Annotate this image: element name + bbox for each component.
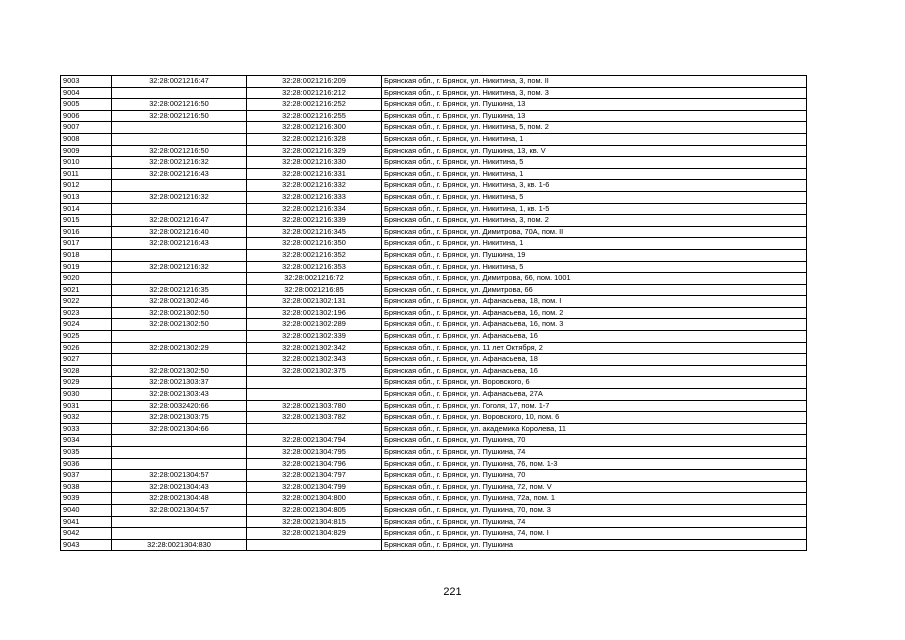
cadastral-number-1-cell: 32:28:0021303:43	[112, 389, 247, 401]
table-row	[61, 191, 807, 203]
cadastral-number-1-cell: 32:28:0021216:47	[112, 215, 247, 227]
address-cell: Брянская обл., г. Брянск, ул. Никитина, 3, пом. II	[382, 76, 807, 88]
address-cell: Брянская обл., г. Брянск, ул. академика Королева, 11	[382, 423, 807, 435]
table-row	[61, 238, 807, 250]
row-number-cell: 9024	[61, 319, 112, 331]
cadastral-number-2-cell: 32:28:0021304:796	[247, 458, 382, 470]
cadastral-number-1-cell: 32:28:0021304:48	[112, 493, 247, 505]
cadastral-number-2-cell: 32:28:0021216:329	[247, 145, 382, 157]
row-number-cell: 9013	[61, 191, 112, 203]
cadastral-number-1-cell: 32:28:0021216:50	[112, 110, 247, 122]
cadastral-number-1-cell	[112, 447, 247, 459]
row-number-cell: 9042	[61, 528, 112, 540]
table-row	[61, 157, 807, 169]
cadastral-number-1-cell: 32:28:0021304:57	[112, 470, 247, 482]
address-cell: Брянская обл., г. Брянск, ул. Никитина, 1	[382, 238, 807, 250]
cadastral-number-1-cell	[112, 435, 247, 447]
row-number-cell: 9028	[61, 365, 112, 377]
row-number-cell: 9031	[61, 400, 112, 412]
address-cell: Брянская обл., г. Брянск, ул. Никитина, 5	[382, 261, 807, 273]
row-number-cell: 9020	[61, 273, 112, 285]
row-number-cell: 9009	[61, 145, 112, 157]
address-cell: Брянская обл., г. Брянск, ул. Пушкина, 70	[382, 435, 807, 447]
cadastral-number-2-cell: 32:28:0021302:375	[247, 365, 382, 377]
cadastral-number-2-cell: 32:28:0021216:334	[247, 203, 382, 215]
address-cell: Брянская обл., г. Брянск, ул. Димитрова, 66, пом. 1001	[382, 273, 807, 285]
table-row	[61, 516, 807, 528]
address-cell: Брянская обл., г. Брянск, ул. Никитина, 3, кв. 1-6	[382, 180, 807, 192]
cadastral-number-2-cell: 32:28:0021304:794	[247, 435, 382, 447]
address-cell: Брянская обл., г. Брянск, ул. Пушкина, 70	[382, 470, 807, 482]
cadastral-number-1-cell: 32:28:0021216:32	[112, 191, 247, 203]
address-cell: Брянская обл., г. Брянск, ул. Димитрова, 66	[382, 284, 807, 296]
cadastral-number-2-cell	[247, 389, 382, 401]
table-row	[61, 504, 807, 516]
address-cell: Брянская обл., г. Брянск, ул. Афанасьева, 16	[382, 331, 807, 343]
row-number-cell: 9030	[61, 389, 112, 401]
row-number-cell: 9012	[61, 180, 112, 192]
row-number-cell: 9040	[61, 504, 112, 516]
table-row	[61, 99, 807, 111]
table-row	[61, 110, 807, 122]
cadastral-number-1-cell	[112, 273, 247, 285]
table-row	[61, 226, 807, 238]
address-cell: Брянская обл., г. Брянск, ул. Афанасьева, 16, пом. 2	[382, 307, 807, 319]
address-cell: Брянская обл., г. Брянск, ул. Воровского, 10, пом. 6	[382, 412, 807, 424]
address-cell: Брянская обл., г. Брянск, ул. Пушкина, 13	[382, 99, 807, 111]
row-number-cell: 9039	[61, 493, 112, 505]
property-table	[60, 75, 807, 551]
cadastral-number-2-cell: 32:28:0021304:795	[247, 447, 382, 459]
address-cell: Брянская обл., г. Брянск, ул. Пушкина, 13	[382, 110, 807, 122]
table-row	[61, 412, 807, 424]
table-row	[61, 261, 807, 273]
table-row	[61, 133, 807, 145]
cadastral-number-1-cell: 32:28:0021304:830	[112, 539, 247, 551]
table-row	[61, 447, 807, 459]
address-cell: Брянская обл., г. Брянск, ул. Пушкина, 74	[382, 447, 807, 459]
address-cell: Брянская обл., г. Брянск, ул. Пушкина, 70, пом. 3	[382, 504, 807, 516]
cadastral-number-2-cell: 32:28:0021303:780	[247, 400, 382, 412]
cadastral-number-2-cell: 32:28:0021216:85	[247, 284, 382, 296]
cadastral-number-1-cell: 32:28:0021304:43	[112, 481, 247, 493]
address-cell: Брянская обл., г. Брянск, ул. Никитина, 5	[382, 157, 807, 169]
table-row	[61, 331, 807, 343]
table-row	[61, 470, 807, 482]
table-row	[61, 458, 807, 470]
row-number-cell: 9005	[61, 99, 112, 111]
table-row	[61, 168, 807, 180]
cadastral-number-1-cell: 32:28:0021216:50	[112, 99, 247, 111]
address-cell: Брянская обл., г. Брянск, ул. Гоголя, 17, пом. 1-7	[382, 400, 807, 412]
cadastral-number-2-cell: 32:28:0021216:212	[247, 87, 382, 99]
cadastral-number-1-cell: 32:28:0021304:66	[112, 423, 247, 435]
cadastral-number-1-cell: 32:28:0021216:47	[112, 76, 247, 88]
cadastral-number-1-cell	[112, 122, 247, 134]
cadastral-number-2-cell: 32:28:0021303:782	[247, 412, 382, 424]
cadastral-number-2-cell: 32:28:0021216:350	[247, 238, 382, 250]
address-cell: Брянская обл., г. Брянск, ул. Пушкина, 76, пом. 1-3	[382, 458, 807, 470]
table-row	[61, 122, 807, 134]
table-row	[61, 435, 807, 447]
cadastral-number-2-cell: 32:28:0021216:333	[247, 191, 382, 203]
cadastral-number-1-cell: 32:28:0021216:40	[112, 226, 247, 238]
cadastral-number-1-cell: 32:28:0021216:32	[112, 157, 247, 169]
row-number-cell: 9032	[61, 412, 112, 424]
row-number-cell: 9027	[61, 354, 112, 366]
table-row	[61, 400, 807, 412]
row-number-cell: 9008	[61, 133, 112, 145]
cadastral-number-2-cell: 32:28:0021216:72	[247, 273, 382, 285]
address-cell: Брянская обл., г. Брянск, ул. Никитина, 5, пом. 2	[382, 122, 807, 134]
address-cell: Брянская обл., г. Брянск, ул. 11 лет Октября, 2	[382, 342, 807, 354]
cadastral-number-2-cell: 32:28:0021216:339	[247, 215, 382, 227]
table-row	[61, 180, 807, 192]
cadastral-number-2-cell: 32:28:0021216:330	[247, 157, 382, 169]
cadastral-number-2-cell: 32:28:0021304:800	[247, 493, 382, 505]
cadastral-number-1-cell	[112, 203, 247, 215]
table-row	[61, 377, 807, 389]
property-table-body	[61, 76, 807, 551]
cadastral-number-1-cell: 32:28:0032420:66	[112, 400, 247, 412]
cadastral-number-1-cell	[112, 133, 247, 145]
table-row	[61, 296, 807, 308]
address-cell: Брянская обл., г. Брянск, ул. Афанасьева, 18	[382, 354, 807, 366]
cadastral-number-1-cell: 32:28:0021216:35	[112, 284, 247, 296]
row-number-cell: 9037	[61, 470, 112, 482]
cadastral-number-2-cell	[247, 377, 382, 389]
cadastral-number-2-cell	[247, 539, 382, 551]
cadastral-number-1-cell	[112, 180, 247, 192]
cadastral-number-2-cell: 32:28:0021216:328	[247, 133, 382, 145]
address-cell: Брянская обл., г. Брянск, ул. Пушкина, 19	[382, 249, 807, 261]
row-number-cell: 9029	[61, 377, 112, 389]
row-number-cell: 9036	[61, 458, 112, 470]
table-row	[61, 539, 807, 551]
row-number-cell: 9010	[61, 157, 112, 169]
table-row	[61, 273, 807, 285]
cadastral-number-2-cell: 32:28:0021302:196	[247, 307, 382, 319]
table-row	[61, 307, 807, 319]
table-row	[61, 145, 807, 157]
row-number-cell: 9004	[61, 87, 112, 99]
cadastral-number-1-cell: 32:28:0021216:50	[112, 145, 247, 157]
cadastral-number-2-cell: 32:28:0021304:815	[247, 516, 382, 528]
address-cell: Брянская обл., г. Брянск, ул. Пушкина	[382, 539, 807, 551]
page-number: 221	[443, 586, 462, 598]
row-number-cell: 9043	[61, 539, 112, 551]
row-number-cell: 9017	[61, 238, 112, 250]
cadastral-number-2-cell: 32:28:0021216:252	[247, 99, 382, 111]
cadastral-number-1-cell: 32:28:0021302:29	[112, 342, 247, 354]
cadastral-number-1-cell: 32:28:0021216:43	[112, 168, 247, 180]
cadastral-number-2-cell: 32:28:0021302:289	[247, 319, 382, 331]
cadastral-number-2-cell: 32:28:0021304:829	[247, 528, 382, 540]
cadastral-number-1-cell: 32:28:0021303:37	[112, 377, 247, 389]
table-row	[61, 342, 807, 354]
cadastral-number-1-cell: 32:28:0021302:46	[112, 296, 247, 308]
cadastral-number-2-cell: 32:28:0021304:797	[247, 470, 382, 482]
cadastral-number-1-cell: 32:28:0021302:50	[112, 319, 247, 331]
table-row	[61, 528, 807, 540]
cadastral-number-2-cell: 32:28:0021216:209	[247, 76, 382, 88]
cadastral-number-2-cell: 32:28:0021216:332	[247, 180, 382, 192]
address-cell: Брянская обл., г. Брянск, ул. Пушкина, 72а, пом. 1	[382, 493, 807, 505]
cadastral-number-1-cell: 32:28:0021302:50	[112, 365, 247, 377]
address-cell: Брянская обл., г. Брянск, ул. Никитина, 3, пом. 2	[382, 215, 807, 227]
row-number-cell: 9015	[61, 215, 112, 227]
cadastral-number-2-cell: 32:28:0021216:345	[247, 226, 382, 238]
cadastral-number-2-cell: 32:28:0021216:331	[247, 168, 382, 180]
address-cell: Брянская обл., г. Брянск, ул. Димитрова, 70А, пом. II	[382, 226, 807, 238]
cadastral-number-1-cell: 32:28:0021302:50	[112, 307, 247, 319]
table-row	[61, 76, 807, 88]
cadastral-number-2-cell: 32:28:0021216:352	[247, 249, 382, 261]
table-row	[61, 284, 807, 296]
address-cell: Брянская обл., г. Брянск, ул. Пушкина, 13, кв. V	[382, 145, 807, 157]
cadastral-number-1-cell	[112, 331, 247, 343]
row-number-cell: 9016	[61, 226, 112, 238]
row-number-cell: 9007	[61, 122, 112, 134]
address-cell: Брянская обл., г. Брянск, ул. Воровского, 6	[382, 377, 807, 389]
cadastral-number-2-cell: 32:28:0021216:300	[247, 122, 382, 134]
cadastral-number-2-cell: 32:28:0021304:799	[247, 481, 382, 493]
cadastral-number-1-cell	[112, 354, 247, 366]
address-cell: Брянская обл., г. Брянск, ул. Никитина, 1	[382, 133, 807, 145]
cadastral-number-2-cell: 32:28:0021302:342	[247, 342, 382, 354]
row-number-cell: 9006	[61, 110, 112, 122]
cadastral-number-1-cell: 32:28:0021216:43	[112, 238, 247, 250]
cadastral-number-1-cell: 32:28:0021304:57	[112, 504, 247, 516]
address-cell: Брянская обл., г. Брянск, ул. Афанасьева, 16	[382, 365, 807, 377]
cadastral-number-1-cell	[112, 458, 247, 470]
address-cell: Брянская обл., г. Брянск, ул. Афанасьева, 16, пом. 3	[382, 319, 807, 331]
table-row	[61, 389, 807, 401]
cadastral-number-2-cell: 32:28:0021302:339	[247, 331, 382, 343]
row-number-cell: 9003	[61, 76, 112, 88]
address-cell: Брянская обл., г. Брянск, ул. Никитина, 1, кв. 1-5	[382, 203, 807, 215]
address-cell: Брянская обл., г. Брянск, ул. Пушкина, 72, пом. V	[382, 481, 807, 493]
address-cell: Брянская обл., г. Брянск, ул. Пушкина, 74	[382, 516, 807, 528]
row-number-cell: 9023	[61, 307, 112, 319]
address-cell: Брянская обл., г. Брянск, ул. Афанасьева, 27А	[382, 389, 807, 401]
table-row	[61, 354, 807, 366]
row-number-cell: 9041	[61, 516, 112, 528]
row-number-cell: 9021	[61, 284, 112, 296]
table-row	[61, 481, 807, 493]
row-number-cell: 9033	[61, 423, 112, 435]
row-number-cell: 9035	[61, 447, 112, 459]
row-number-cell: 9025	[61, 331, 112, 343]
row-number-cell: 9026	[61, 342, 112, 354]
row-number-cell: 9019	[61, 261, 112, 273]
table-row	[61, 249, 807, 261]
table-row	[61, 87, 807, 99]
address-cell: Брянская обл., г. Брянск, ул. Пушкина, 74, пом. I	[382, 528, 807, 540]
cadastral-number-1-cell	[112, 249, 247, 261]
cadastral-number-1-cell: 32:28:0021216:32	[112, 261, 247, 273]
table-row	[61, 319, 807, 331]
cadastral-number-2-cell: 32:28:0021302:131	[247, 296, 382, 308]
address-cell: Брянская обл., г. Брянск, ул. Никитина, 3, пом. 3	[382, 87, 807, 99]
cadastral-number-2-cell: 32:28:0021216:353	[247, 261, 382, 273]
cadastral-number-1-cell: 32:28:0021303:75	[112, 412, 247, 424]
cadastral-number-2-cell: 32:28:0021302:343	[247, 354, 382, 366]
row-number-cell: 9018	[61, 249, 112, 261]
address-cell: Брянская обл., г. Брянск, ул. Афанасьева, 18, пом. I	[382, 296, 807, 308]
cadastral-number-2-cell: 32:28:0021216:255	[247, 110, 382, 122]
table-row	[61, 215, 807, 227]
cadastral-number-1-cell	[112, 87, 247, 99]
cadastral-number-2-cell: 32:28:0021304:805	[247, 504, 382, 516]
row-number-cell: 9034	[61, 435, 112, 447]
row-number-cell: 9022	[61, 296, 112, 308]
address-cell: Брянская обл., г. Брянск, ул. Никитина, 5	[382, 191, 807, 203]
table-row	[61, 203, 807, 215]
table-row	[61, 493, 807, 505]
table-row	[61, 365, 807, 377]
row-number-cell: 9011	[61, 168, 112, 180]
row-number-cell: 9038	[61, 481, 112, 493]
cadastral-number-1-cell	[112, 516, 247, 528]
table-row	[61, 423, 807, 435]
row-number-cell: 9014	[61, 203, 112, 215]
cadastral-number-1-cell	[112, 528, 247, 540]
cadastral-number-2-cell	[247, 423, 382, 435]
address-cell: Брянская обл., г. Брянск, ул. Никитина, 1	[382, 168, 807, 180]
